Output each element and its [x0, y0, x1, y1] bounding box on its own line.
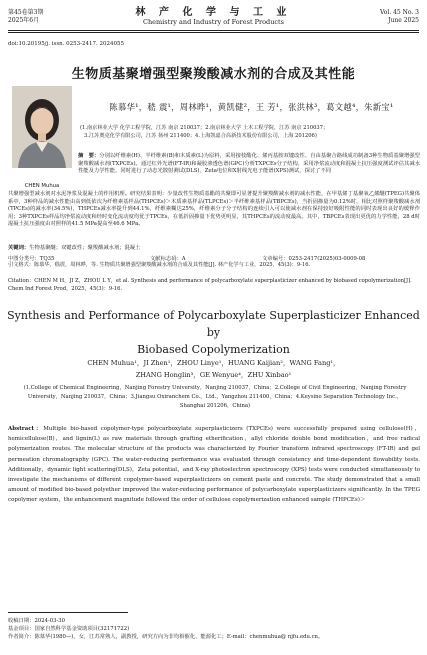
- authors-en-line: CHEN Muhua¹，JI Zhen¹，ZHOU Linye¹，HUANG Kaijian²，WANG Fang¹，: [87, 359, 340, 367]
- abstract-cn-text-1: 分别以纤维素(H)、半纤维素(B)和木质素(L)为原料，采用接枝酯化、烯丙基胺双键改性、自由基聚合路线成功制备3种生物质基聚增强型聚羧酸减水剂(TXPCEs)。通过红外光谱(FT-IR)和凝胶渗透色谱(GPC)分析TXPCEs分子结构，采用净浆流动度和混凝土抗压强度测试评估其减水性能及力学性能，同时进行了动态光散射测试(DLS)、Zeta电位和X射线光电子能谱(XPS)测试，探讨了不同: [78, 153, 420, 175]
- article-number: 文章编号：0253-2417(2025)03-0009-08: [262, 256, 366, 262]
- footnotes: [8, 617, 420, 641]
- volume-cn: 第45卷第3期: [8, 9, 44, 16]
- footnote-rule: [8, 612, 128, 613]
- keywords-cn: [8, 243, 140, 251]
- abstract-cn-part2: 共聚增强型减水剂对水泥净浆及混凝土的作用机理。研究结果表明：少量改性生物质基酯的共聚即可显著提升聚羧酸减水剂的减水性能，在甲基烯丁基聚氧乙烯醚(TPEG)共聚体系中，3种样品的减水性能由高到低依次为纤维素基样品(THPCEs)＞木质素基样品(TLPCEs)＞半纤维素基样品(TBPCEs)，当折固掺量为0.12%时，相比对照样聚羧酸减水剂(TPCEs)的减水率(34.5%)，THPCEs减水率提升到44.1%，纤维素糊达25%，纤维素分子分子结构的连续引入可以使减水剂在保持较好吸附性能的同时表现出良好的缓释作用；3种TXPCEs样品均净浆流动度和经时变化流动度均优于TPCEs，在低折固掺量下优势更明显，其THPCEs的流动度最高。其中，TBPCEs表现出更优的力学性能，28 d时混凝土抗压强度由对照样的41.5 MPa提高至46.6 MPa。: [8, 191, 420, 228]
- header-rule-2: [8, 32, 419, 33]
- journal-name-en: Chemistry and Industry of Forest Products: [143, 18, 284, 26]
- photo-caption: CHEN Muhua: [24, 183, 60, 189]
- journal-header: [0, 7, 427, 27]
- citation-en: Citation：CHEN M H，JI Z，ZHOU L Y，et al. Synthesis and performance of polycarboxylate superplasticizer enhanced by biobased copolymerization[J]. Chem Ind Forest Prod，2025，45(3)：9-16.: [8, 278, 412, 292]
- date-en: June 2025: [388, 17, 419, 24]
- abstract-en: [8, 424, 420, 506]
- header-rule: [8, 30, 419, 31]
- author-bio: 作者简介：陈慕华(1980—)，女，江苏常熟人，副教授，研究方向为非均相催化、能源化工；E-mail：chenmuhua@ njfu.edu.cn。: [8, 634, 324, 640]
- abstract-cn-label: 摘 要：: [78, 153, 100, 159]
- clc-number: 中图分类号：TQ35: [8, 256, 55, 262]
- keywords-label: 关键词：: [8, 245, 30, 251]
- author-portrait-image: [12, 86, 72, 168]
- citation-cn: 引文格式：陈慕华，嵇震，周林晔，等. 生物质共聚增强型聚羧酸减水剂的合成及其性能[J]. 林产化学与工业，2025，45(3)：9-16.: [8, 262, 311, 268]
- affiliation-cn-line: (1.南京林业大学 化学工程学院，江苏 南京 210037；2.南京林业大学 土木工程学院，江苏 南京 210037；: [80, 125, 329, 131]
- title-en-line: Synthesis and Performance of Polycarboxylate Superplasticizer Enhanced by: [7, 309, 420, 339]
- doi[interactable]: doi:10.20195/j. issn. 0253-2417. 2024055: [8, 41, 125, 47]
- header-right: [380, 9, 419, 25]
- keywords-text: 生物基聚醚；双键改性；聚羧酸减水剂；混凝土: [29, 245, 141, 251]
- title-cn: 生物质基聚增强型聚羧酸减水剂的合成及其性能: [71, 67, 356, 82]
- abstract-en-text: Multiple bio-based copolymer-type polycarboxylate superplasticizers (TXPCEs) were successfully prepared using cellulose(H)，hemicellulose(B)，and lignin(L) as raw materials through grafting etherification，allyl chloride double bond modification，and free radical polymerization routes. The molecular structure of the products was characterized by Fourier transform infrared spectroscopy (FT-IR) and gel permeation chromatography (GPC). The water-reducing performance was evaluated through consistency and time-dependent flowability tests. Additionally，dynamic light scattering(DLS)，Zeta potential，and X-ray photoelectron spectroscopy (XPS) tests were conducted simultaneously to investigate the mechanisms of different copolymer-based superplasticizers on cement paste and concrete. The study demonstrated that a small amount of modified bio-based polyether improved the water-reducing performance of polycarboxylate superplasticizers significantly. In the TPEG copolymer system，the enhancement magnitude followed the order of cellulose copolymerization enhanced sample (THPCEs)＞: [8, 426, 420, 504]
- abstract-en-label: Abstract：: [8, 426, 44, 432]
- authors-cn: 陈慕华¹，嵇 震¹，周林晔¹，黄凯健²，王 芳¹，张洪林³，葛文越⁴，朱新宝¹: [109, 102, 394, 112]
- author-photo: [12, 86, 72, 168]
- affiliations-cn: [80, 125, 423, 140]
- date-cn: 2025年6月: [8, 17, 40, 24]
- authors-en: [0, 357, 427, 381]
- title-en: [0, 307, 427, 358]
- received-date: 收稿日期：2024-03-30: [8, 618, 66, 624]
- fund-info: 基金项目：国家自然科学基金资助项目(32171722): [8, 626, 130, 632]
- abstract-cn-part1: [78, 153, 420, 176]
- title-en-line: Biobased Copolymerization: [137, 343, 290, 356]
- affiliations-en: (1.College of Chemical Engineering，Nanjing Forestry University，Nanjing 210037，China；2.College of Civil Engineering，Nanjing Forestry University，Nanjing 210037，China；3.Jiangsu Oxiranchem Co.，Ltd.，Yangzhou 211400，China；4.Keysino Separation Technology Inc.，Shanghai 201206，China): [23, 385, 407, 409]
- document-code: 文献标志码：A: [150, 256, 186, 262]
- authors-en-line: ZHANG Honglin³，GE Wenyue⁴，ZHU Xinbao¹: [135, 371, 292, 379]
- journal-name-cn: 林 产 化 学 与 工 业: [135, 7, 292, 18]
- volume-en: Vol. 45 No. 3: [379, 9, 419, 16]
- affiliation-cn-line: 3.江苏奥克化学有限公司，江苏 扬州 211400；4.上海凯嘉合高新技术股份有限公司，上海 201206): [84, 132, 317, 139]
